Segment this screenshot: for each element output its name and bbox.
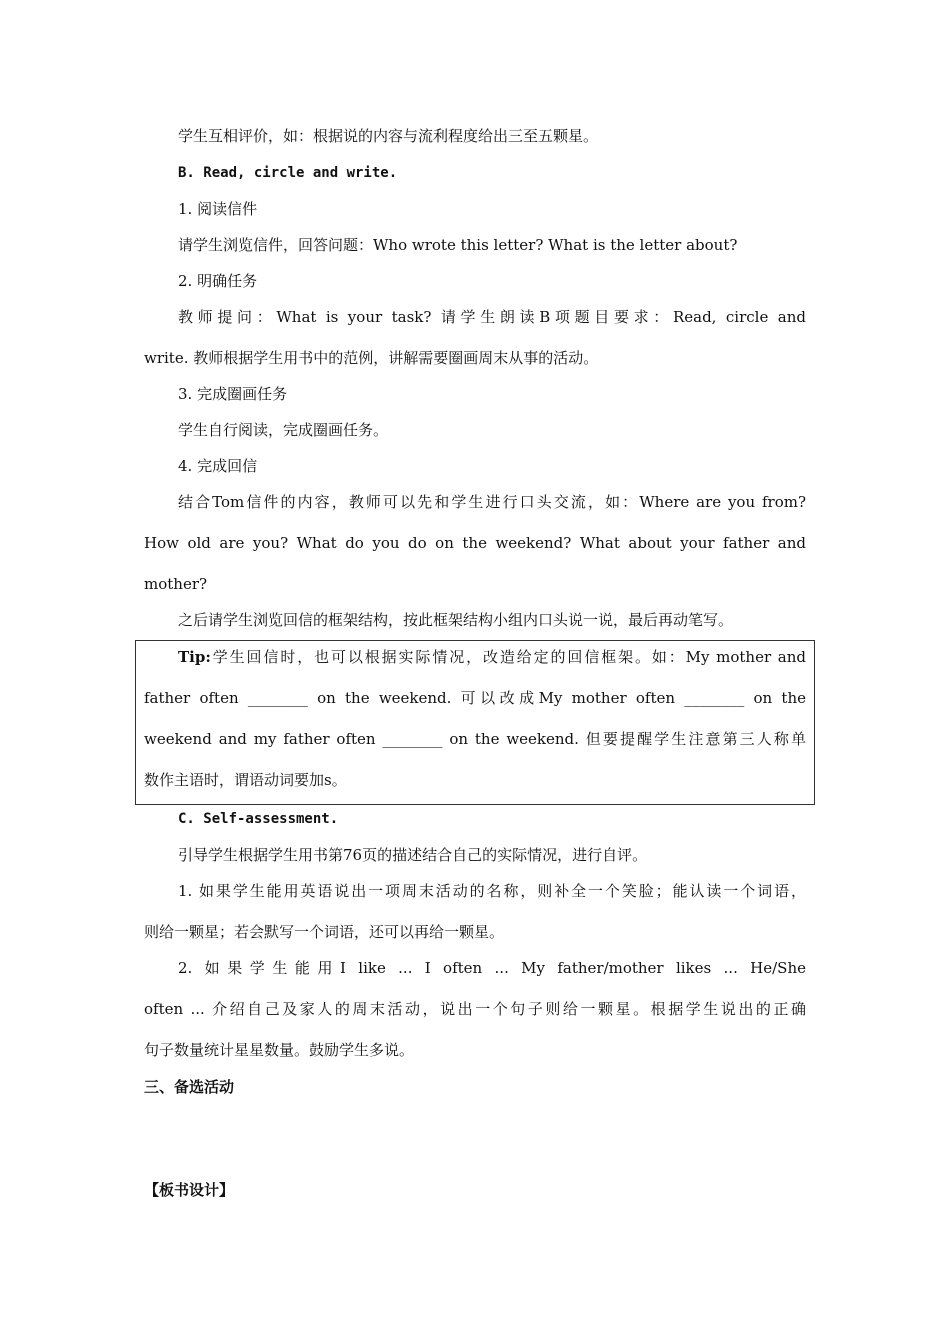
tip-label: Tip:	[178, 648, 211, 666]
assessment-1-line1: 1. 如果学生能用英语说出一项周末活动的名称，则补全一个笑脸；能认读一个词语，	[178, 882, 806, 900]
step-3-text: 学生自行阅读，完成圈画任务。	[178, 421, 389, 439]
step-4-text-line2: How old are you? What do you do on the weekend? What about your father and	[144, 534, 806, 552]
assessment-2-line3: 句子数量统计星星数量。鼓励学生多说。	[144, 1041, 415, 1059]
section-b-heading: B. Read, circle and write.	[178, 165, 398, 181]
step-4-text-followup: 之后请学生浏览回信的框架结构，按此框架结构小组内口头说一说，最后再动笔写。	[178, 611, 734, 629]
tip-line1	[178, 647, 806, 667]
tip-line1-text: 学生回信时，也可以根据实际情况，改造给定的回信框架。如：My mother and	[210, 648, 806, 666]
step-1-text: 请学生浏览信件，回答问题：Who wrote this letter? What is the letter about?	[178, 236, 738, 254]
step-3-heading: 3. 完成圈画任务	[178, 385, 288, 403]
step-4-text-line3: mother?	[144, 575, 208, 593]
step-1-heading: 1. 阅读信件	[178, 200, 258, 218]
assessment-2-line1: 2. 如果学生能用I like ... I often ... My father/mother likes ... He/She	[178, 959, 806, 977]
assessment-2-line2: often ... 介绍自己及家人的周末活动，说出一个句子则给一颗星。根据学生说出的正确	[144, 1000, 806, 1018]
tip-line3: weekend and my father often ________ on the weekend. 但要提醒学生注意第三人称单	[144, 730, 806, 748]
paragraph-peer-evaluation: 学生互相评价，如：根据说的内容与流利程度给出三至五颗星。	[178, 127, 599, 145]
board-design-heading: 【板书设计】	[144, 1181, 235, 1199]
step-4-heading: 4. 完成回信	[178, 457, 258, 475]
section-c-text: 引导学生根据学生用书第76页的描述结合自己的实际情况，进行自评。	[178, 846, 648, 864]
step-2-heading: 2. 明确任务	[178, 272, 258, 290]
step-2-text-line2: write. 教师根据学生用书中的范例，讲解需要圈画周末从事的活动。	[144, 349, 599, 367]
tip-line2: father often ________ on the weekend. 可以改成My mother often ________ on the	[144, 689, 806, 707]
tip-line4: 数作主语时，谓语动词要加s。	[144, 771, 347, 789]
step-4-text-line1: 结合Tom信件的内容，教师可以先和学生进行口头交流，如：Where are you from?	[178, 493, 806, 511]
assessment-1-line2: 则给一颗星；若会默写一个词语，还可以再给一颗星。	[144, 923, 505, 941]
section-c-heading: C. Self-assessment.	[178, 811, 339, 827]
step-2-text-line1: 教师提问：What is your task? 请学生朗读B项题目要求：Read, circle and	[178, 308, 806, 326]
section-3-heading: 三、备选活动	[144, 1078, 235, 1096]
